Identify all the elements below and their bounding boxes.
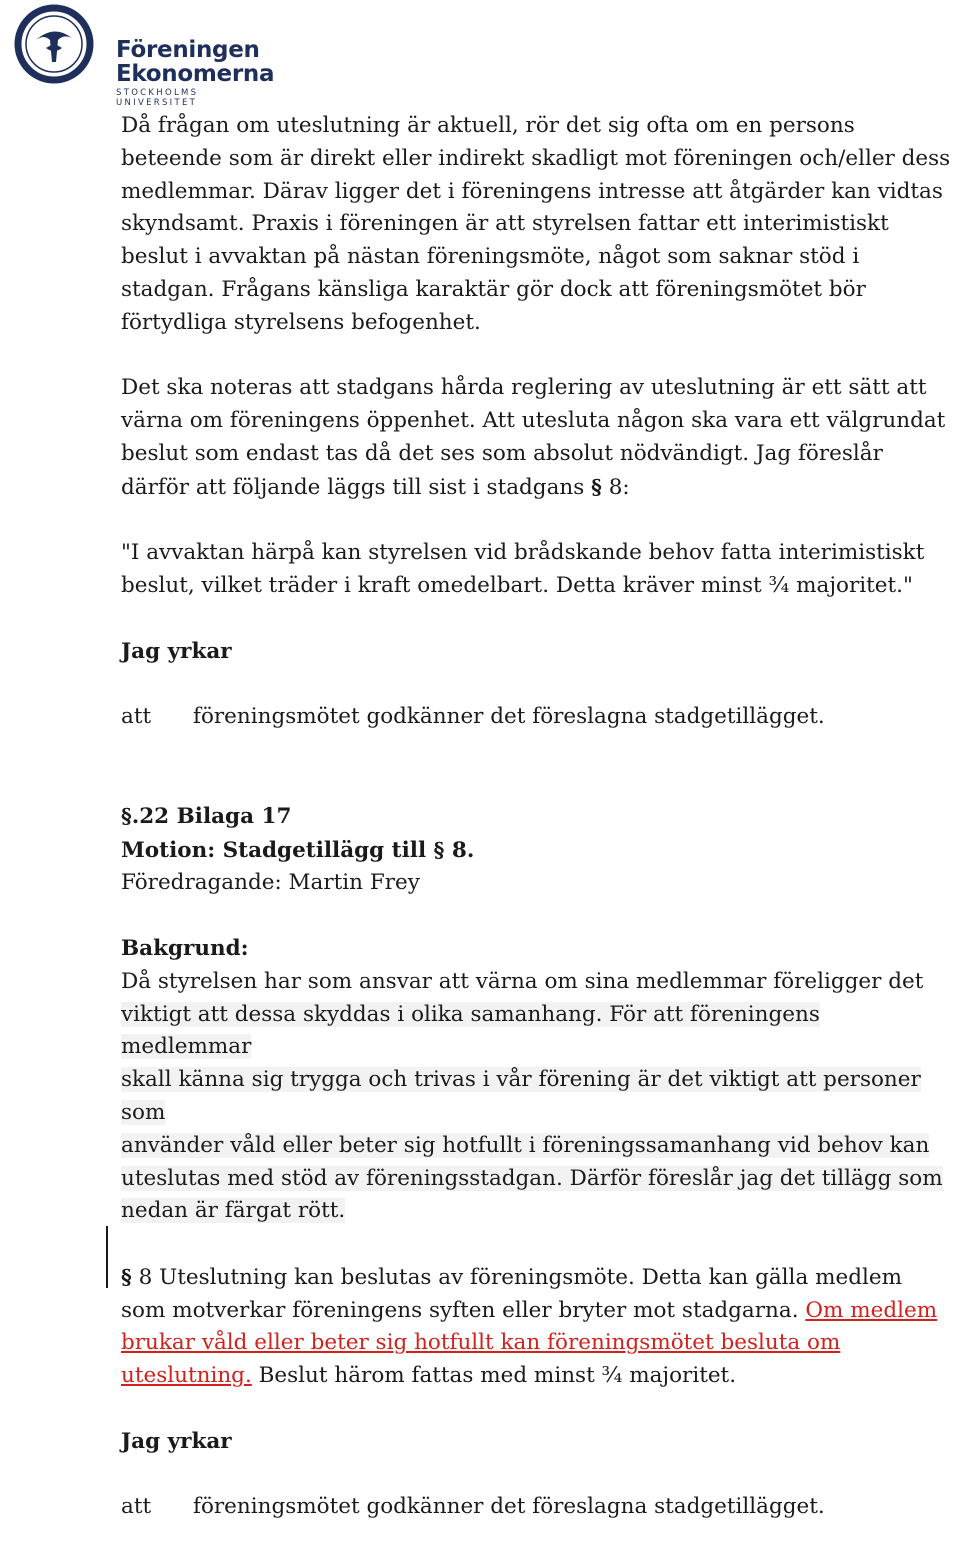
att-label: att [121, 704, 152, 730]
background-text [121, 966, 951, 1228]
paragraph-2: Det ska noteras att stadgans hårda reglering av uteslutning är ett sätt att värna om föreningens öppenhet. Att utesluta någon ska vara ett välgrundat beslut som endast tas då det ses som absolut nödvändigt. Jag föreslår därför att följande läggs till sist i stadgans § 8: [121, 375, 946, 500]
proposed-text-quote: "I avvaktan härpå kan styrelsen vid brådskande behov fatta interimistiskt beslut, vilket träder i kraft omedelbart. Detta kräver minst ¾ majoritet." [121, 540, 925, 599]
background-line: använder våld eller beter sig hotfullt i föreningssamanhang vid behov kan [121, 1132, 930, 1158]
att-label: att [121, 1494, 152, 1520]
motion-heading-1: Jag yrkar [121, 638, 232, 664]
background-line: skall känna sig trygga och trivas i vår förening är det viktigt att personer som [121, 1067, 921, 1125]
background-line: uteslutas med stöd av föreningsstadgan. Därför föreslår jag det tillägg som [121, 1165, 943, 1191]
logo [6, 4, 275, 108]
logo-university: STOCKHOLMS UNIVERSITET [116, 88, 199, 108]
background-line: viktigt att dessa skyddas i olika samanhang. För att föreningens medlemmar [121, 1001, 820, 1060]
presenter: Föredragande: Martin Frey [121, 870, 420, 896]
document-body [121, 110, 951, 1557]
background-heading: Bakgrund: [121, 935, 249, 961]
motion-heading-2: Jag yrkar [121, 1428, 232, 1454]
motion-clause-1: att föreningsmötet godkänner det föreslagna stadgetillägget. [121, 701, 951, 734]
motion-title: Motion: Stadgetillägg till § 8. [121, 837, 475, 863]
added-text: Om medlem brukar våld eller beter sig hotfullt kan föreningsmötet besluta om uteslutning. [121, 1297, 938, 1389]
section-symbol: § [591, 474, 602, 499]
emblem-icon [6, 4, 106, 84]
logo-name-line1: Föreningen [116, 37, 260, 63]
statute-paragraph: § 8 Uteslutning kan beslutas av föreningsmöte. Detta kan gälla medlem som motverkar föreningens syften eller bryter mot stadgarna. Om medlem brukar våld eller beter sig hotfullt kan föreningsmötet besluta om uteslutning. Beslut härom fattas med minst ¾ majoritet. [121, 1264, 938, 1389]
change-bar [106, 1226, 108, 1288]
motion-clause-2: att föreningsmötet godkänner det föreslagna stadgetillägget. [121, 1491, 951, 1524]
logo-name-line2: Ekonomerna [116, 61, 275, 87]
agenda-item-number: §.22 Bilaga 17 [121, 803, 292, 829]
background-line: nedan är färgat rött. [121, 1198, 346, 1224]
background-line: Då styrelsen har som ansvar att värna om sina medlemmar föreligger det [121, 968, 924, 994]
paragraph-1: Då frågan om uteslutning är aktuell, rör det sig ofta om en persons beteende som är direkt eller indirekt skadligt mot föreningen och/eller dess medlemmar. Därav ligger det i föreningens intresse att åtgärder kan vidtas skyndsamt. Praxis i föreningen är att styrelsen fattar ett interimistiskt beslut i avvaktan på nästan föreningsmöte, något som saknar stöd i stadgan. Frågans känsliga karaktär gör dock att föreningsmötet bör förtydliga styrelsens befogenhet. [121, 113, 951, 335]
